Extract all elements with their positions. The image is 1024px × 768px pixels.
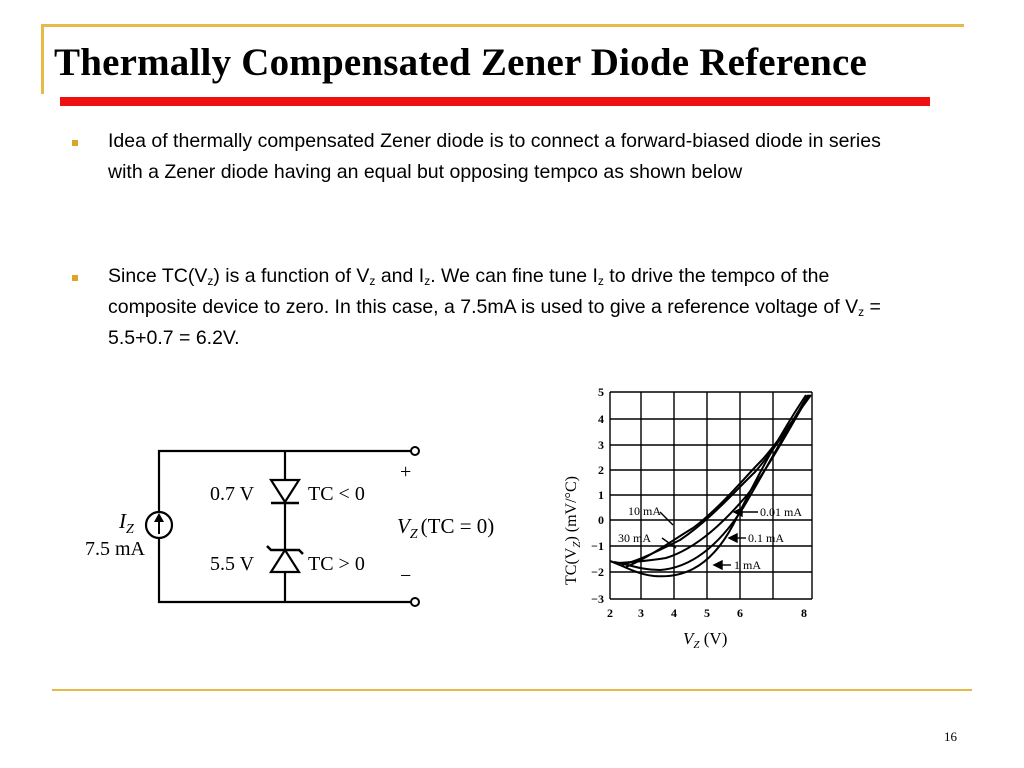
y-tick: −1: [591, 539, 604, 553]
y-tick: 2: [598, 463, 604, 477]
minus-sign: −: [400, 565, 412, 587]
diode1-tc: TC < 0: [308, 483, 365, 505]
y-tick: 4: [598, 412, 604, 426]
x-tick: 3: [638, 606, 644, 620]
page-number: 16: [944, 729, 957, 744]
bullet-text-1: Idea of thermally compensated Zener diode is to connect a forward-biased diode in series with a Zener diode having an equal but opposing tempco as shown below: [108, 130, 881, 183]
graph-curves: [610, 395, 811, 576]
y-tick: −2: [591, 565, 604, 579]
slide-title: Thermally Compensated Zener Diode Reference: [54, 41, 868, 84]
bullet-marker-2: [72, 275, 78, 281]
x-axis-label: $V_Z$ (V): [683, 629, 728, 651]
plus-sign: +: [400, 461, 412, 483]
title-underline: [60, 97, 930, 106]
curve-label-30mA: 30 mA: [618, 531, 651, 545]
bullet-text-2: Since $TC(V_z)$ is a function of $V_z$ and $I_z$. We can fine tune $I_z$ to drive the tempco of the composite device to zero. In this case, a 7.5mA is used to give a reference voltage of $V_z = 5.5+0.7 = 6.2V$.: [108, 265, 881, 349]
bullet-marker-1: [72, 140, 78, 146]
curve-label-0.01mA: 0.01 mA: [760, 505, 802, 519]
output-terminal-top: [411, 447, 419, 455]
curve-label-1mA: 1 mA: [734, 558, 761, 572]
x-tick: 8: [801, 606, 807, 620]
tc-vs-vz-graph: [548, 380, 838, 660]
diode2-voltage: 5.5 V: [210, 553, 255, 575]
zener-diode-icon: [271, 550, 299, 572]
y-tick: 5: [598, 385, 604, 399]
diode1-voltage: 0.7 V: [210, 483, 255, 505]
y-tick: 0: [598, 513, 604, 527]
diode2-tc: TC > 0: [308, 553, 365, 575]
y-axis-label: $TC(V_Z)$ (mV/°C): [563, 476, 583, 585]
curve-label-0.1mA: 0.1 mA: [748, 531, 784, 545]
source-value: 7.5 mA: [85, 538, 145, 560]
y-tick-labels: [591, 385, 604, 606]
curve-label-10mA: 10 mA: [628, 504, 661, 518]
zener-circuit-diagram: [75, 440, 525, 615]
output-terminal-bottom: [411, 598, 419, 606]
x-tick: 2: [607, 606, 613, 620]
y-tick: 3: [598, 438, 604, 452]
x-tick: 6: [737, 606, 743, 620]
y-tick: −3: [591, 592, 604, 606]
footer-rule: [52, 689, 972, 691]
x-tick: 4: [671, 606, 677, 620]
x-tick-labels: [607, 606, 807, 620]
y-tick: 1: [598, 488, 604, 502]
output-label: $V_Z$ (TC = 0): [397, 514, 495, 542]
source-label: $I_Z$: [119, 509, 134, 537]
forward-diode-icon: [271, 480, 299, 502]
x-tick: 5: [704, 606, 710, 620]
frame-left-border: [41, 24, 44, 94]
frame-top-border: [41, 24, 964, 27]
